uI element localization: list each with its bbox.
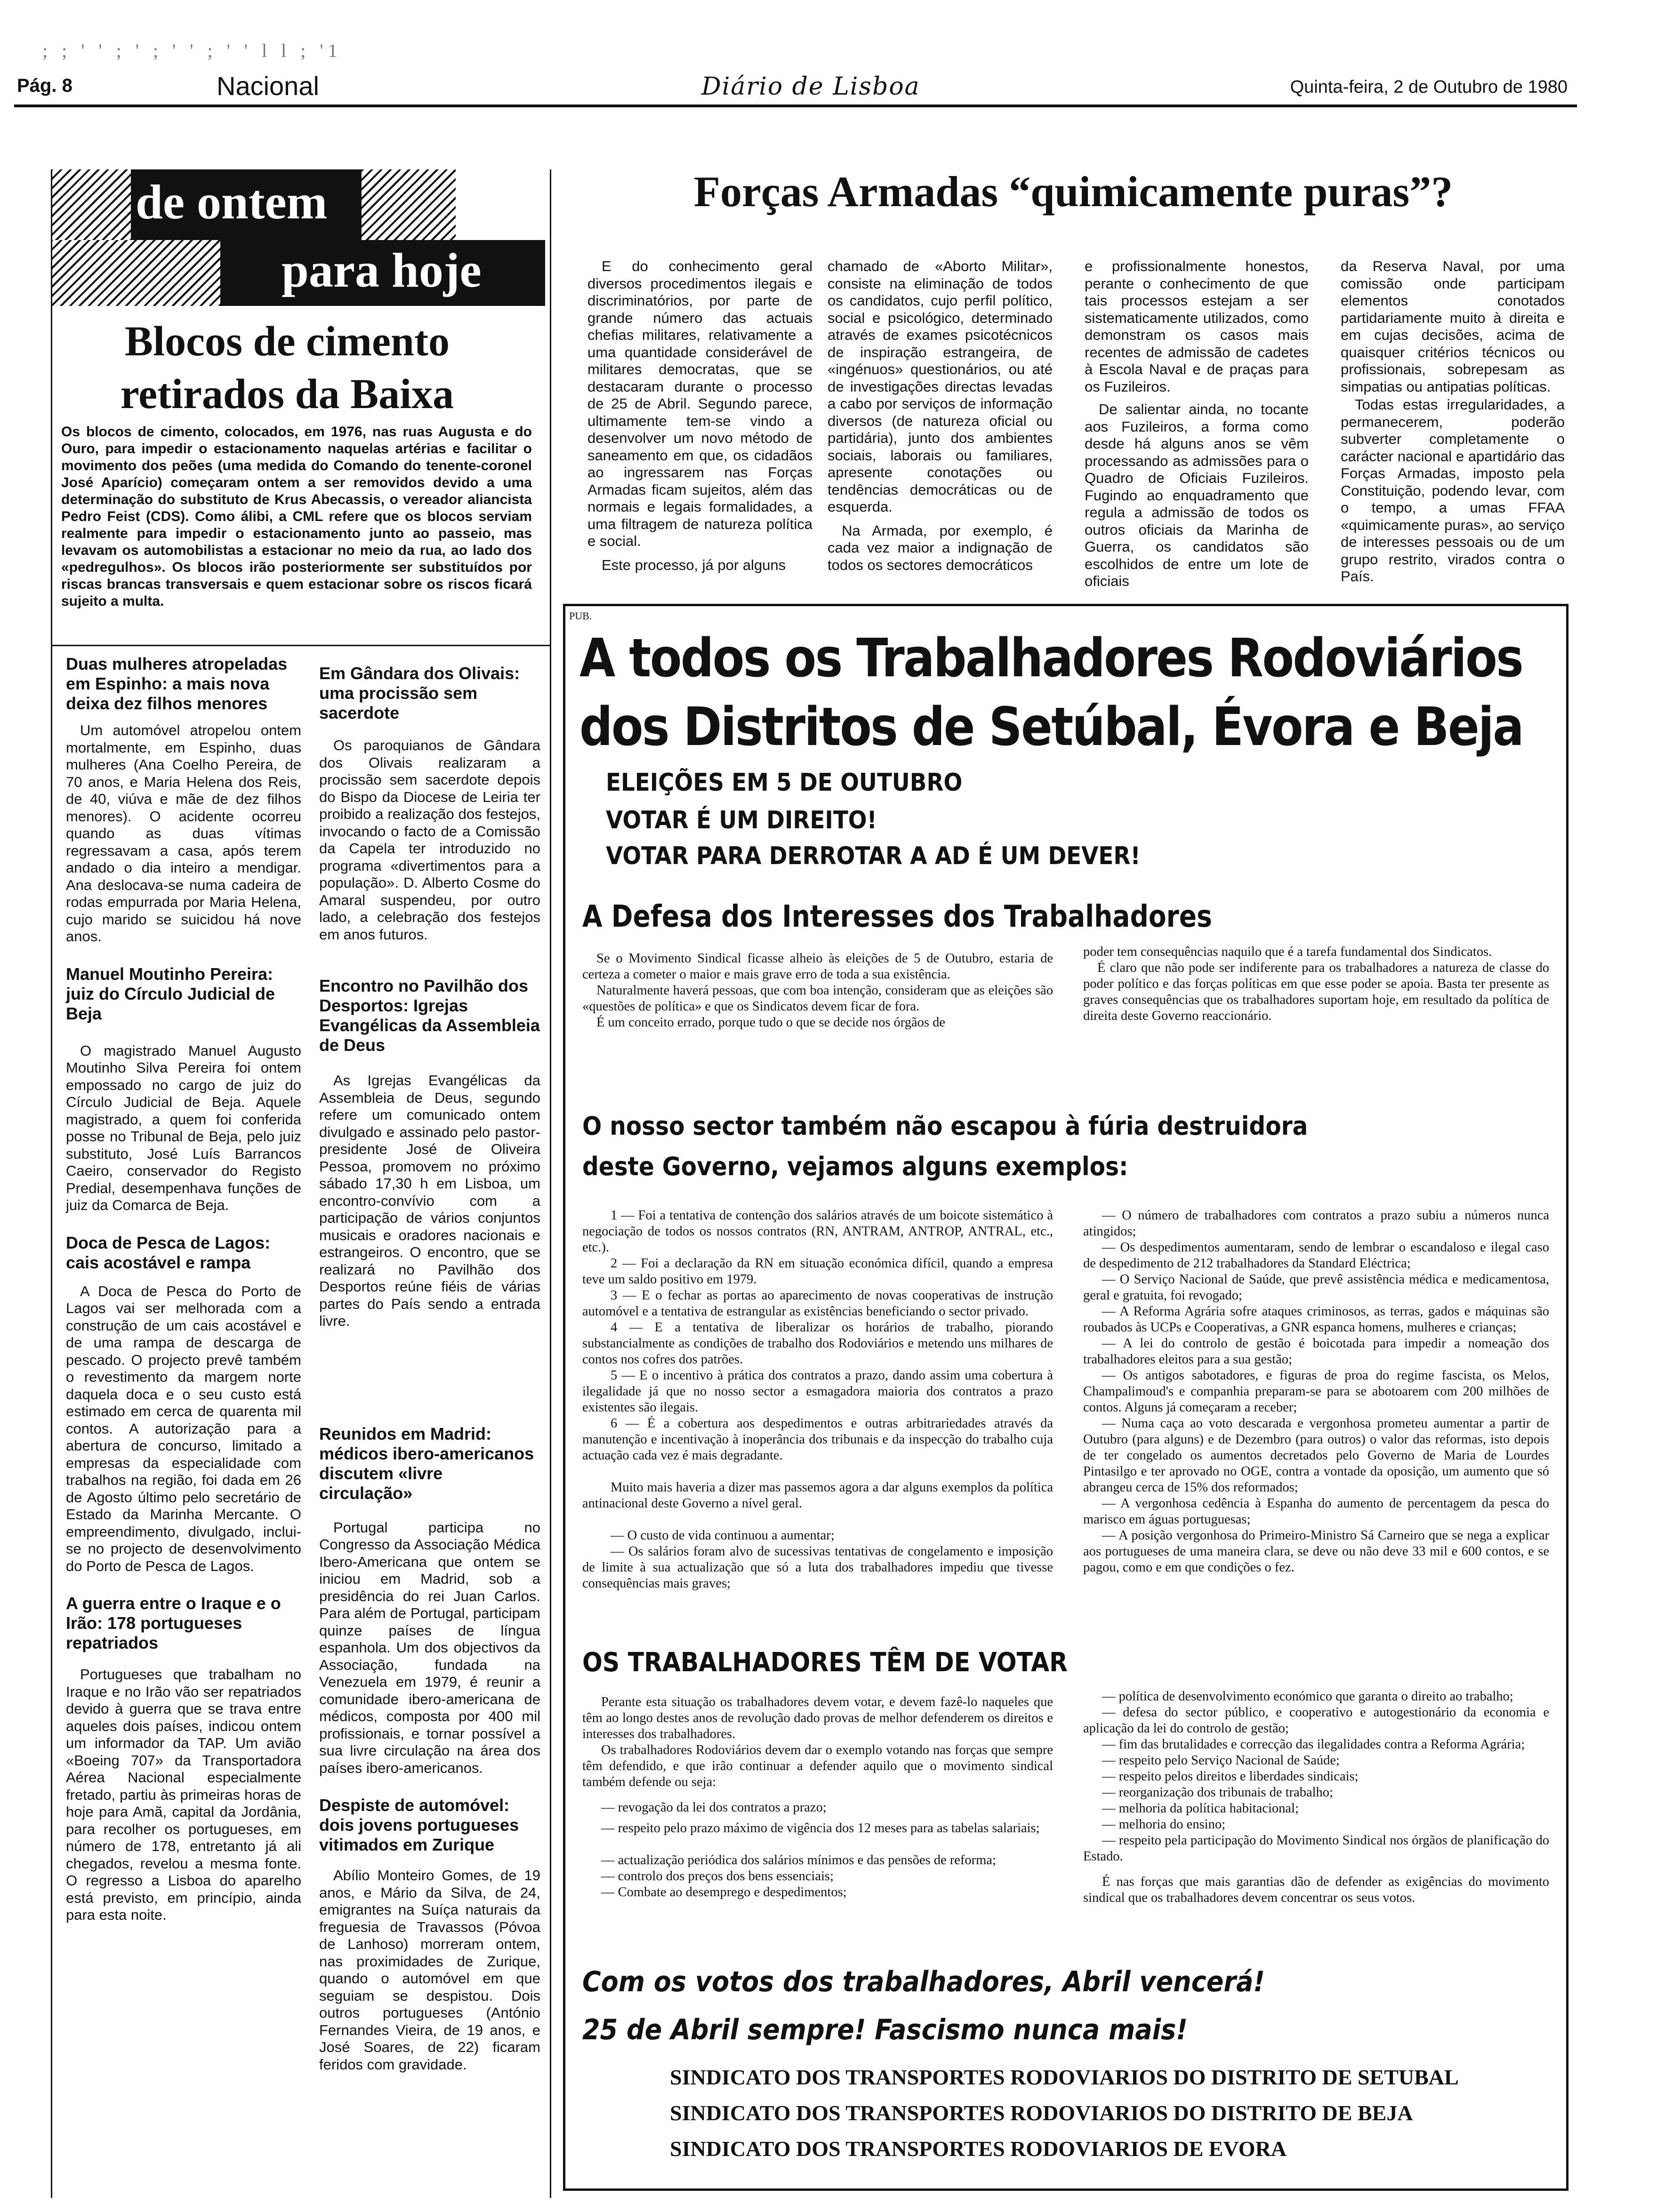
logo-line-1 [51, 169, 456, 240]
article-text: da Reserva Naval, por uma comissão onde participam elementos conotados partidariamente muito à direita e em cujas decisões, acima de quaisquer critérios técnicos ou profissionais, sobrepesam as simpatias ou antipatias políticas. [1341, 258, 1565, 395]
article-text: Na Armada, por exemplo, é cada vez maior a indignação de todos os sectores democráticos [828, 522, 1053, 573]
brief-body: Os paroquianos de Gândara dos Olivais realizaram a procissão sem sacerdote depois do Bispo da Diocese de Leiria ter proibido a realização dos festejos, invocando o facto de a Comissão da Capela ter introduzido no programa «divertimentos para a população». D. Alberto Cosme do Amaral suspendeu, por outro lado, a celebração dos festejos em anos futuros. [319, 737, 540, 943]
brief [319, 976, 540, 1330]
brief-title: Doca de Pesca de Lagos: cais acostável e rampa [66, 1233, 271, 1272]
brief-body: Um automóvel atropelou ontem mortalmente, em Espinho, duas mulheres (Ana Coelho Pereira, de 70 anos, e Maria Helena dos Reis, de 40, viúva e mãe de dez filhos menores). O acidente ocorreu quando as duas vítimas regressavam a casa, após terem andado o dia inteiro a mendigar. Ana deslocava-se numa cadeira de rodas empurrada por Maria Helena, cujo marido se suicidou há nove anos. [66, 722, 301, 945]
ad-text: — melhoria do ensino; [1102, 1817, 1225, 1832]
ad-text: — O custo de vida continuou a aumentar; [611, 1528, 835, 1543]
ad-text: 3 — E o fechar as portas ao aparecimento de novas cooperativas de instrução automóvel e a tentativa de estrangular as existências beneficiando o sector privado. [582, 1288, 1053, 1319]
logo-hatch [362, 169, 456, 240]
ad-signature-2: SINDICATO DOS TRANSPORTES RODOVIARIOS DO DISTRITO DE BEJA [670, 2101, 1413, 2125]
brief [66, 654, 301, 946]
ad-text: Os trabalhadores Rodoviários devem dar o exemplo votando nas forças que sempre têm defendido, e que irão continuar a defender aquilo que o movimento sindical também defende ou seja: [582, 1743, 1053, 1789]
ad-section-1: A Defesa dos Interesses dos Trabalhadores [582, 899, 1212, 934]
brief-body: Portugal participa no Congresso da Associação Médica Ibero-Americana que ontem se iniciou em Madrid, sob a presidência do rei Juan Carlos. Para além de Portugal, participam quinze países de língua espanhola. Um dos objectivos da Associação, fundada na Venezuela em 1979, é reunir a comunidade ibero-americana de médicos, composta por 400 mil profissionais, e tornar possível a sua livre circulação na área dos países ibero-americanos. [319, 1519, 540, 1776]
ad-intro-right [1083, 944, 1549, 1024]
ad-slogan-1: Com os votos dos trabalhadores, Abril vencerá! [582, 1965, 1265, 1998]
ad-text: — A posição vergonhosa do Primeiro-Ministro Sá Carneiro que se nega a explicar aos portugueses de uma maneira clara, se deve ou não deve 33 mil e 600 contos, e se pagou, como e em que condições o fez. [1083, 1528, 1549, 1575]
article-text: Este processo, já por alguns [602, 556, 786, 573]
article-text: chamado de «Aborto Militar», consiste na eliminação de todos os candidatos, cujo perfil político, social e psicológico, determinado através de exames psicotécnicos de inspiração estrangeira, de «ingénuos» questionários, ou até de investigações directas levadas a cabo por serviços de informação diversos (de natureza oficial ou partidária), junto dos ambientes sociais, laborais ou familiares, apresente conotações ou tendências democráticas ou de esquerda. [828, 258, 1053, 515]
logo-text-1: de ontem [136, 175, 328, 229]
ad-text: 1 — Foi a tentativa de contenção dos salários através de um boicote sistemático à negociação de todos os nossos contratos (RN, ANTRAM, ANTROP, ANTRAL, etc., etc.). [582, 1208, 1053, 1255]
ad-text: Se o Movimento Sindical ficasse alheio às eleições de 5 de Outubro, estaria de certeza a cometer o maior e mais grave erro de toda a sua existência. [582, 951, 1053, 982]
ad-text: poder tem consequências naquilo que é a tarefa fundamental dos Sindicatos. [1083, 945, 1492, 959]
brief [66, 964, 301, 1214]
ad-text: — revogação da lei dos contratos a prazo; [601, 1800, 827, 1815]
briefs-right [319, 664, 540, 2073]
ad-sub-2: VOTAR É UM DIREITO! [606, 806, 877, 834]
brief [319, 1424, 540, 1777]
brief-body: As Igrejas Evangélicas da Assembleia de Deus, segundo refere um comunicado ontem divulgado e assinado pelo pastor-presidente José de Oliveira Pessoa, promovem no próximo sábado 17,30 h em Lisboa, um encontro-convívio com a participação de vários conjuntos musicais e oradores nacionais e estrangeiros. O encontro, que se realizará no Pavilhão dos Desportos reúne fiéis de várias partes do País sendo a entrada livre. [319, 1072, 540, 1329]
page-number: Pág. 8 [17, 75, 72, 96]
ad-text: — Os despedimentos aumentaram, sendo de lembrar o escandaloso e ilegal caso de despedimento de 212 trabalhadores da Standard Eléctrica; [1083, 1240, 1549, 1271]
ad-section-3: OS TRABALHADORES TÊM DE VOTAR [582, 1647, 1068, 1678]
brief [319, 664, 540, 943]
ad-vote-right [1083, 1689, 1549, 1906]
brief-body: Abílio Monteiro Gomes, de 19 anos, e Mário da Silva, de 24, emigrantes na Suíça naturais da freguesia de Travassos (Póvoa de Lanhoso) morreram ontem, nas proximidades de Zurique, quando o automóvel em que seguiam se despistou. Dois outros portugueses (António Fernandes Vieira, de 19 anos, e José Soares, de 22) ficaram feridos com gravidade. [319, 1867, 540, 2073]
ad-text: — respeito pela participação do Movimento Sindical nos órgãos de planificação do Estado. [1083, 1833, 1549, 1864]
ad-section-2a: O nosso sector também não escapou à fúria destruidora [582, 1111, 1308, 1141]
section-name: Nacional [217, 71, 319, 101]
ad-section-2b: deste Governo, vejamos alguns exemplos: [582, 1152, 1128, 1181]
logo-text-2: para hoje [282, 243, 482, 297]
ad-text: — respeito pelo prazo máximo de vigência dos 12 meses para as tabelas salariais; [601, 1821, 1040, 1835]
ad-text: — respeito pelo Serviço Nacional de Saúde; [1102, 1753, 1340, 1768]
advertisement [563, 604, 1569, 2191]
column-rule [51, 645, 550, 646]
brief-title: Reunidos em Madrid: médicos ibero-americanos discutem «livre circulação» [319, 1424, 534, 1503]
brief [319, 1795, 540, 2073]
ad-vote-left [582, 1694, 1053, 1900]
ad-text: — O número de trabalhadores com contratos a prazo subiu a números nunca atingidos; [1083, 1208, 1549, 1239]
ad-text: — actualização periódica dos salários mínimos e das pensões de reforma; [601, 1853, 996, 1867]
ad-text: — Combate ao desemprego e despedimentos; [601, 1885, 847, 1899]
ad-text: — A Reforma Agrária sofre ataques criminosos, as terras, gados e máquinas são roubados às UCPs e Cooperativas, a GNR espanca homens, mulheres e crianças; [1083, 1304, 1549, 1335]
ad-text: 6 — É a cobertura aos despedimentos e outras arbitrariedades através da manutenção e incentivação à inoperância dos tribunais e da inspecção do trabalho cuja actuação cada vez é mais degradante. [582, 1416, 1053, 1463]
brief-body: Portugueses que trabalham no Iraque e no Irão vão ser repatriados devido à guerra que se trava entre aqueles dois países, indicou ontem um informador da TAP. Um avião «Boeing 707» da Transportadora Aérea Nacional especialmente fretado, partiu às primeiras horas de hoje para Amã, capital da Jordânia, para recolher os portugueses, em número de 178, entretanto já ali chegados, revelou a mesma fonte. O regresso a Lisboa do aparelho está previsto, em princípio, ainda para esta noite. [66, 1666, 301, 1923]
ad-text: É claro que não pode ser indiferente para os trabalhadores a natureza de classe do poder político e das forças políticas em que esse poder se apoia. Basta ter presente as graves consequências que os trabalhadores suportam hoje, em resultado da política de direita deste Governo reaccionário. [1083, 961, 1549, 1023]
brief-title: Encontro no Pavilhão dos Desportos: Igrejas Evangélicas da Assembleia de Deus [319, 976, 540, 1055]
ad-text: — melhoria da política habitacional; [1102, 1801, 1299, 1816]
scan-marks: ; ; ' ' ; ' ; ' ' ; ' ' l l ; '1 [42, 40, 342, 61]
ad-text: — A vergonhosa cedência à Espanha do aumento de percentagem da pesca do marisco em águas portuguesas; [1083, 1496, 1549, 1527]
brief [66, 1233, 301, 1575]
lead-title: Blocos de cimento retirados da Baixa [120, 318, 454, 417]
ad-text: — reorganização dos tribunais de trabalho; [1102, 1785, 1333, 1800]
brief-title: Manuel Moutinho Pereira: juiz do Círculo Judicial de Beja [66, 964, 275, 1023]
ad-text: — política de desenvolvimento económico que garanta o direito ao trabalho; [1102, 1689, 1513, 1704]
logo-hatch [51, 169, 131, 240]
ad-text: — Os antigos sabotadores, e figuras de proa do regime fascista, os Melos, Champalimoud's e companhia preparam-se para se abotoarem com 200 milhões de contos. Alguns já começaram a receber; [1083, 1368, 1549, 1415]
ad-headline-1: A todos os Trabalhadores Rodoviários [579, 628, 1523, 689]
ad-text: 5 — E o incentivo à prática dos contratos a prazo, dando assim uma cobertura à ilegalidade já que no nosso sector a esmagadora maioria dos contratos a prazo existentes são ilegais. [582, 1368, 1053, 1415]
article-text: De salientar ainda, no tocante aos Fuzileiros, a forma como desde há alguns anos se vêm processando as admissões para o Quadro de Oficiais Fuzileiros. Fugindo ao enquadramento que regula a admissão de todos os outros oficiais da Marinha de Guerra, os candidatos são escolhidos de entre um lote de oficiais [1085, 401, 1309, 589]
ad-text: — A lei do controlo de gestão é boicotada para impedir a nomeação dos trabalhadores eleitos para a sua gestão; [1083, 1336, 1549, 1367]
article-col-4 [1341, 258, 1565, 585]
article-text: Todas estas irregularidades, a permanecerem, poderão subverter completamente o carácter nacional e apartidário das Forças Armadas, imposto pela Constituição, podendo levar, com o tempo, a umas FFAA «quimicamente puras», ao serviço de interesses pessoais ou de um grupo restrito, virados contra o País. [1341, 396, 1565, 585]
issue-date: Quinta-feira, 2 de Outubro de 1980 [1290, 77, 1568, 97]
article-col-3 [1085, 258, 1309, 590]
logo-line-2 [51, 240, 545, 306]
brief-title: Duas mulheres atropeladas em Espinho: a mais nova deixa dez filhos menores [66, 654, 288, 713]
ad-tag: PUB. [569, 610, 592, 622]
brief-body: A Doca de Pesca do Porto de Lagos vai ser melhorada com a construção de um cais acostável e de uma rampa de descarga de pescado. O projecto prevê também o revestimento da margem norte daquela doca e o seu custo está estimado em cerca de quarenta mil contos. A autorização para a abertura de concurso, limitado a empresas da especialidade com trabalhos na região, foi dada em 26 de Agosto último pelo secretário de Estado da Marinha Mercante. O empreendimento, divulgado, inclui-se no projecto de desenvolvimento do Porto de Pesca de Lagos. [66, 1282, 301, 1574]
ad-text: — Os salários foram alvo de sucessivas tentativas de congelamento e imposição de limite à sua actualização que só a luta dos trabalhadores impediu que tivesse consequências mais graves; [582, 1544, 1053, 1591]
article-text: E do conhecimento geral diversos procedimentos ilegais e discriminatórios, por parte de grande número das actuais chefias militares, relativamente a uma quantidade considerável de militares democratas, que se destacaram durante o processo de 25 de Abril. Segundo parece, ultimamente tem-se vindo a desenvolver um novo método de saneamento em que, os cidadãos ao ingressarem nas Forças Armadas ficam sujeitos, além das normais e legais formalidades, a uma filtragem de natureza política e social. [587, 258, 812, 549]
brief-body: O magistrado Manuel Augusto Moutinho Silva Pereira foi ontem empossado no cargo de juiz do Círculo Judicial de Beja. Aquele magistrado, a quem foi conferida posse no Tribunal de Beja, pelo juiz substituto, José Luís Barrancos Caeiro, conservador do Registo Predial, desempenhava funções de juiz da Comarca de Beja. [66, 1042, 301, 1213]
header-rule [14, 104, 1577, 107]
brief-title: Em Gândara dos Olivais: uma procissão sem sacerdote [319, 664, 520, 722]
logo-block [220, 240, 545, 306]
ad-text: — Numa caça ao voto descarada e vergonhosa prometeu aumentar a partir de Outubro (para alguns) e de Dezembro (para outros) o valor das reformas, isto depois de ter congelado os aumentos decretados pelo Governo de Maria de Lourdes Pintasilgo e ter aprovado no OGE, contra a vontade da oposição, um aumento que só abrangeu cerca de 15% dos reformados; [1083, 1416, 1549, 1495]
ad-text: Muito mais haveria a dizer mas passemos agora a dar alguns exemplos da política antinacional deste Governo a nível geral. [582, 1480, 1053, 1511]
ad-text: É nas forças que mais garantias dão de defender as exigências do movimento sindical que os trabalhadores devem concentrar os seus votos. [1083, 1875, 1549, 1905]
ad-slogan-2: 25 de Abril sempre! Fascismo nunca mais! [582, 2013, 1188, 2046]
ad-text: 2 — Foi a declaração da RN em situação económica difícil, quando a empresa teve um saldo positivo em 1979. [582, 1256, 1053, 1287]
ad-text: — O Serviço Nacional de Saúde, que prevê assistência médica e medicamentosa, geral e gratuita, foi revogado; [1083, 1272, 1549, 1303]
ad-text: Perante esta situação os trabalhadores devem votar, e devem fazê-lo naqueles que têm ao longo destes anos de revolução dado provas de melhor defenderem os direitos e interesses dos trabalhadores. [582, 1695, 1053, 1741]
ad-text: É um conceito errado, porque tudo o que se decide nos órgãos de [596, 1015, 946, 1030]
ad-text: Naturalmente haverá pessoas, que com boa intenção, consideram que as eleições são «questões de política» e que os Sindicatos devem ficar de fora. [582, 983, 1053, 1014]
main-article-title: Forças Armadas “quimicamente puras”? [693, 168, 1453, 216]
article-col-1 [587, 258, 812, 574]
ad-intro-left [582, 951, 1053, 1031]
ad-sub-1: ELEIÇÕES EM 5 DE OUTUBRO [606, 769, 963, 797]
article-col-2 [828, 258, 1053, 574]
ad-text: 4 — E a tentativa de liberalizar os horários de trabalho, piorando substancialmente as condições de trabalho dos Rodoviários e metendo uns milhares de contos nos cofres dos patrões. [582, 1320, 1053, 1367]
ad-examples-right [1083, 1208, 1549, 1576]
brief-title: Despiste de automóvel: dois jovens portugueses vitimados em Zurique [319, 1795, 519, 1854]
article-text: e profissionalmente honestos, perante o conhecimento de que tais processos estejam a ser sistematicamente utilizados, como demonstram os casos mais recentes de admissão de cadetes à Escola Naval e de praças para os Fuzileiros. [1085, 258, 1309, 395]
ad-signature-1: SINDICATO DOS TRANSPORTES RODOVIARIOS DO DISTRITO DE SETUBAL [670, 2065, 1459, 2089]
ad-headline-2: dos Distritos de Setúbal, Évora e Beja [579, 697, 1523, 758]
brief-title: A guerra entre o Iraque e o Irão: 178 portugueses repatriados [66, 1594, 281, 1652]
ad-text: — defesa do sector público, e cooperativo e autogestionário da economia e aplicação da lei do controlo de gestão; [1083, 1705, 1549, 1736]
ad-text: — controlo dos preços dos bens essenciais; [601, 1869, 834, 1883]
column-vrule [550, 169, 551, 2198]
briefs-left [66, 654, 301, 1924]
ad-text: — fim das brutalidades e correcção das ilegalidades contra a Reforma Agrária; [1102, 1737, 1525, 1752]
brief [66, 1594, 301, 1924]
logo-hatch [51, 240, 220, 306]
ad-signature-3: SINDICATO DOS TRANSPORTES RODOVIARIOS DE EVORA [670, 2137, 1287, 2161]
column-vrule [51, 169, 52, 2198]
ad-examples-left [582, 1208, 1053, 1592]
lead-body: Os blocos de cimento, colocados, em 1976, nas ruas Augusta e do Ouro, para impedir o estacionamento naquelas artérias e facilitar o movimento dos peões (uma medida do Comando do tenente-coronel José Aparício) começaram ontem a ser removidos devido a uma determinação do substituto de Krus Abecassis, o vereador aliancista Pedro Feist (CDS). Como álibi, a CML refere que os blocos serviam realmente para impedir o estacionamento junto ao passeio, mas levavam os automobilistas a estacionar no meio da rua, ao lado dos «pedregulhos». Os blocos irão posteriormente ser substituídos por riscas brancas transversais e quem estacionar sobre os riscos ficará sujeito a multa. [61, 424, 532, 609]
newspaper-masthead: Diário de Lisboa [701, 72, 920, 101]
ad-sub-3: VOTAR PARA DERROTAR A AD É UM DEVER! [606, 842, 1141, 870]
ad-text: — respeito pelos direitos e liberdades sindicais; [1102, 1769, 1359, 1784]
